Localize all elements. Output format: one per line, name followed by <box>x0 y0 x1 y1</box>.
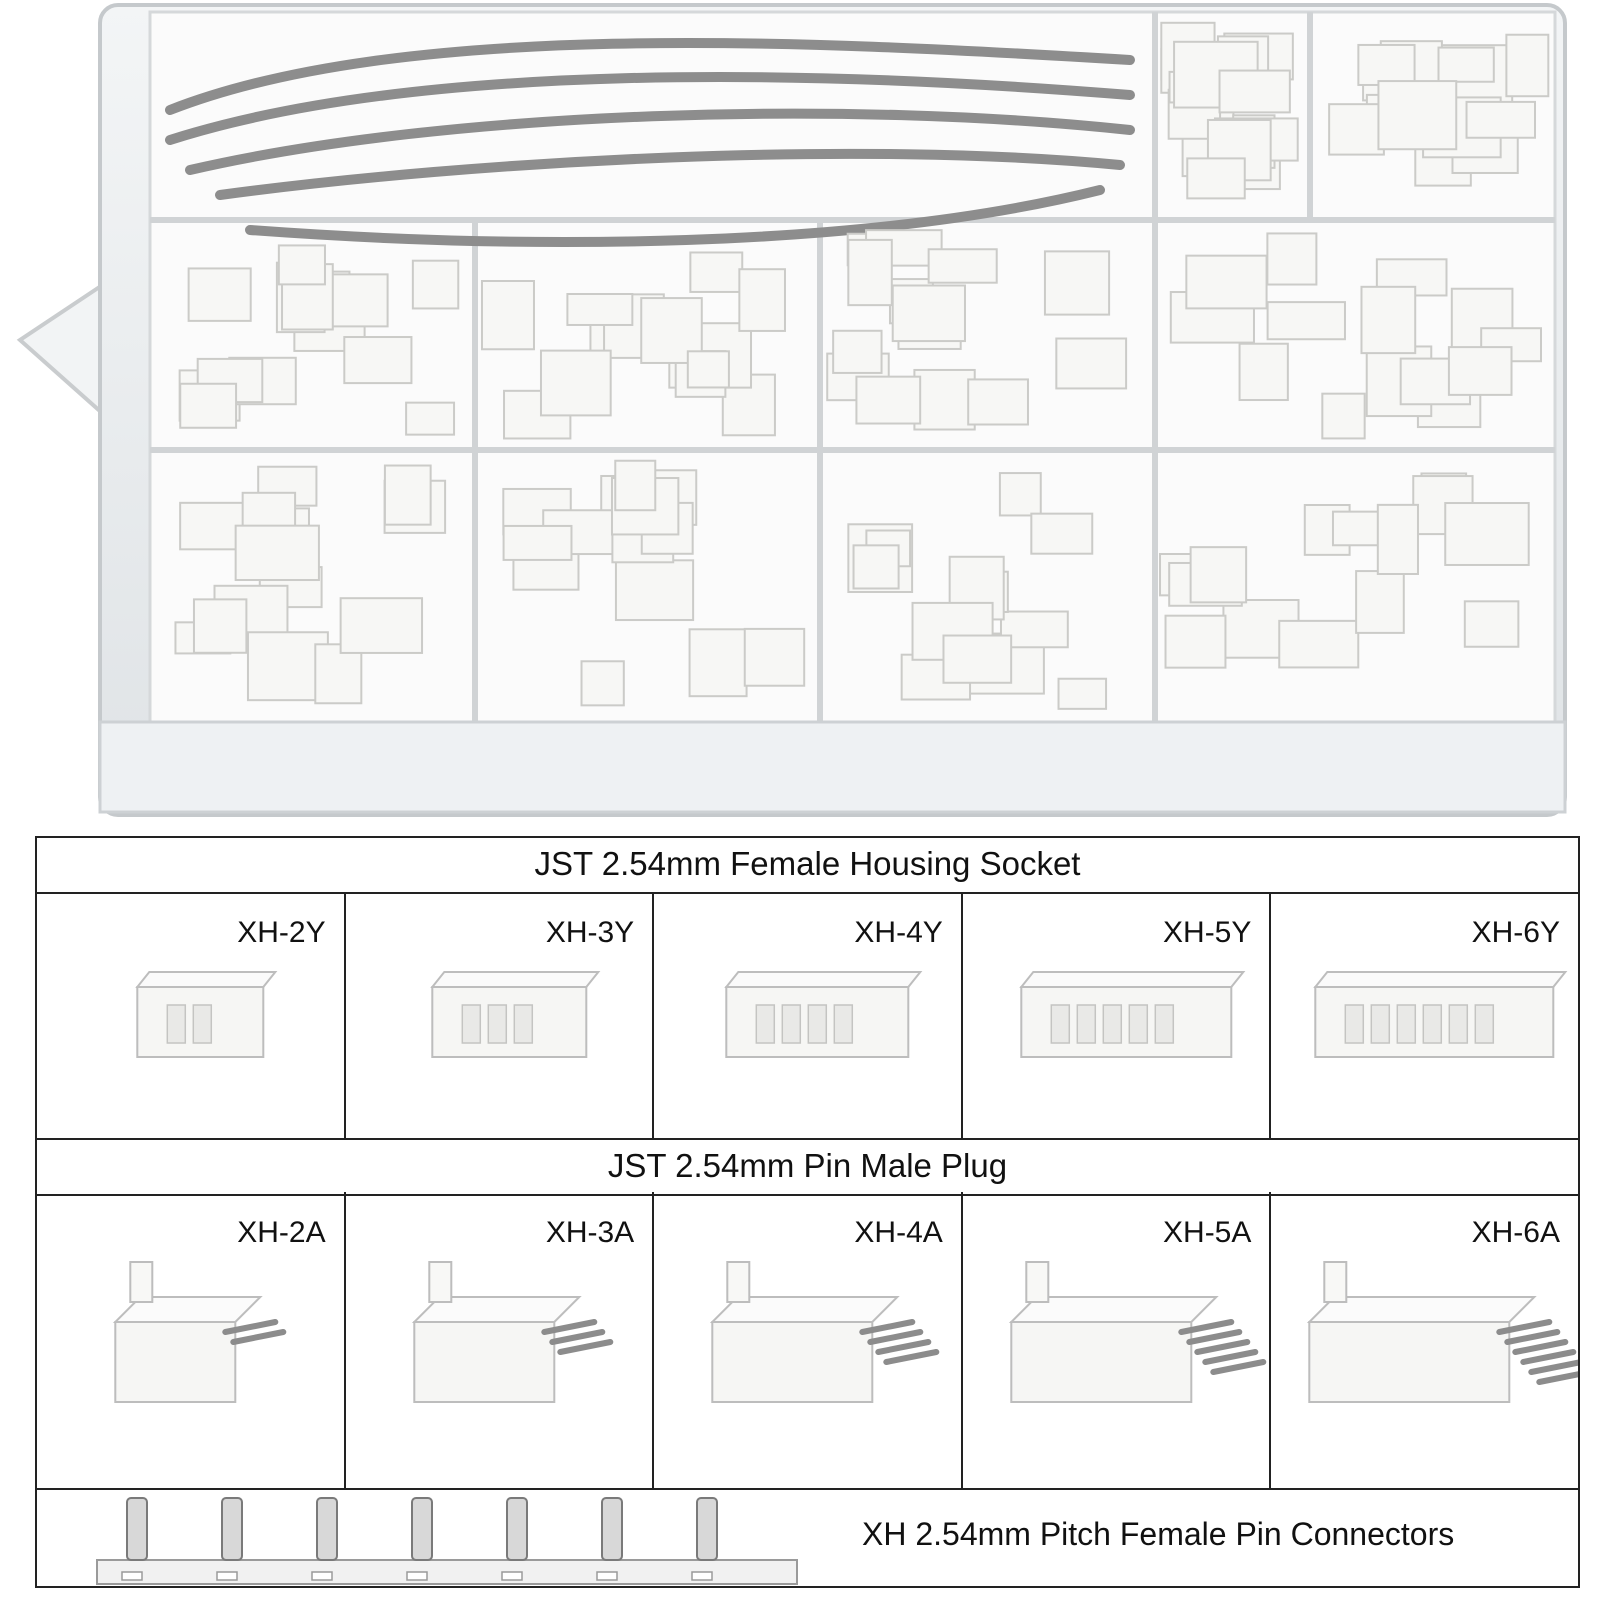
connector-housing <box>1045 251 1109 314</box>
connector-housing <box>1465 601 1519 646</box>
female-label: XH-4Y <box>854 916 943 949</box>
connector-housing <box>1279 621 1358 668</box>
connector-housing <box>615 461 655 510</box>
male-cell-2 <box>37 1192 346 1488</box>
connector-housing <box>1220 71 1290 113</box>
connector-housing <box>1356 571 1404 633</box>
connector-housing <box>504 526 572 560</box>
male-plug-row <box>37 1192 1578 1490</box>
connector-housing <box>1187 158 1244 198</box>
connector-housing <box>344 337 411 383</box>
female-cell-4 <box>654 892 963 1138</box>
male-label: XH-3A <box>545 1216 635 1249</box>
connector-housing <box>236 526 319 580</box>
connector-housing <box>690 629 747 696</box>
connector-housing <box>180 384 236 428</box>
male-plug-title: JST 2.54mm Pin Male Plug <box>37 1138 1578 1196</box>
male-label: XH-5A <box>1163 1216 1252 1249</box>
connector-housing <box>329 274 388 326</box>
connector-housing <box>745 629 804 686</box>
connector-housing <box>929 249 997 282</box>
connector-housing <box>854 545 899 588</box>
connector-housing <box>1031 514 1092 554</box>
connector-housing <box>1059 679 1107 709</box>
male-label: XH-4A <box>854 1216 943 1249</box>
connector-housing <box>690 252 742 291</box>
female-label: XH-5Y <box>1163 916 1252 949</box>
connector-housing <box>833 331 881 373</box>
connector-housing <box>1378 505 1418 574</box>
female-cell-6 <box>1271 892 1578 1138</box>
connector-housing <box>1000 473 1041 515</box>
connector-housing <box>385 466 431 525</box>
connector-housing <box>1268 302 1345 339</box>
connector-housing <box>189 268 251 320</box>
connector-housing <box>194 599 246 652</box>
connector-housing <box>688 351 729 387</box>
male-plug-icon <box>654 1192 961 1488</box>
connector-housing <box>848 240 891 305</box>
female-cell-2 <box>37 892 346 1138</box>
male-plug-icon <box>963 1192 1270 1488</box>
male-cell-4 <box>654 1192 963 1488</box>
connector-housing <box>1329 104 1384 154</box>
connector-housing <box>893 286 965 342</box>
female-housing-title: JST 2.54mm Female Housing Socket <box>37 838 1578 894</box>
connector-housing <box>943 636 1011 683</box>
female-pin-strip-row <box>37 1490 1578 1588</box>
female-housing-icon <box>1271 892 1578 1138</box>
box-handle <box>20 280 110 420</box>
connector-housing <box>1191 547 1247 602</box>
connector-housing <box>1361 287 1415 353</box>
male-cell-3 <box>346 1192 655 1488</box>
connector-housing <box>1467 102 1535 138</box>
female-housing-icon <box>37 892 344 1138</box>
connector-housing <box>739 269 785 331</box>
connector-housing <box>567 294 632 325</box>
female-housing-row <box>37 892 1578 1138</box>
connector-housing <box>856 377 920 424</box>
connector-housing <box>1445 503 1528 565</box>
connector-housing <box>1267 233 1316 284</box>
connector-housing <box>413 261 458 309</box>
connector-housing <box>616 560 693 620</box>
pin-strip-label: XH 2.54mm Pitch Female Pin Connectors <box>862 1516 1455 1552</box>
pin-strip-icon <box>37 1490 817 1588</box>
connector-housing <box>914 370 974 430</box>
male-label: XH-2A <box>237 1216 326 1249</box>
connector-housing <box>1449 347 1512 395</box>
male-label: XH-6A <box>1471 1216 1560 1249</box>
connector-housing <box>1166 616 1226 668</box>
connector-housing <box>1186 256 1266 309</box>
female-label: XH-2Y <box>237 916 326 949</box>
connector-housing <box>1056 338 1126 388</box>
female-housing-icon <box>963 892 1270 1138</box>
connector-housing <box>1378 81 1456 149</box>
male-cell-5 <box>963 1192 1272 1488</box>
male-plug-icon <box>1271 1192 1578 1488</box>
connector-housing <box>1240 344 1288 400</box>
female-housing-icon <box>346 892 653 1138</box>
male-plug-icon <box>346 1192 653 1488</box>
connector-housing <box>279 245 325 284</box>
female-housing-icon <box>654 892 961 1138</box>
female-cell-5 <box>963 892 1272 1138</box>
male-plug-icon <box>37 1192 344 1488</box>
connector-housing <box>1438 48 1493 82</box>
female-cell-3 <box>346 892 655 1138</box>
female-label: XH-3Y <box>545 916 635 949</box>
connector-housing <box>541 351 611 416</box>
connector-housing <box>1358 45 1414 85</box>
male-cell-6 <box>1271 1192 1578 1488</box>
connector-housing <box>406 403 454 435</box>
connector-housing <box>968 379 1028 424</box>
connector-housing <box>1322 394 1364 439</box>
connector-housing <box>582 661 624 705</box>
connector-housing <box>341 598 422 653</box>
connector-housing <box>482 281 534 349</box>
female-label: XH-6Y <box>1471 916 1560 949</box>
connector-housing <box>1506 35 1548 96</box>
connector-reference-table <box>35 836 1580 1588</box>
